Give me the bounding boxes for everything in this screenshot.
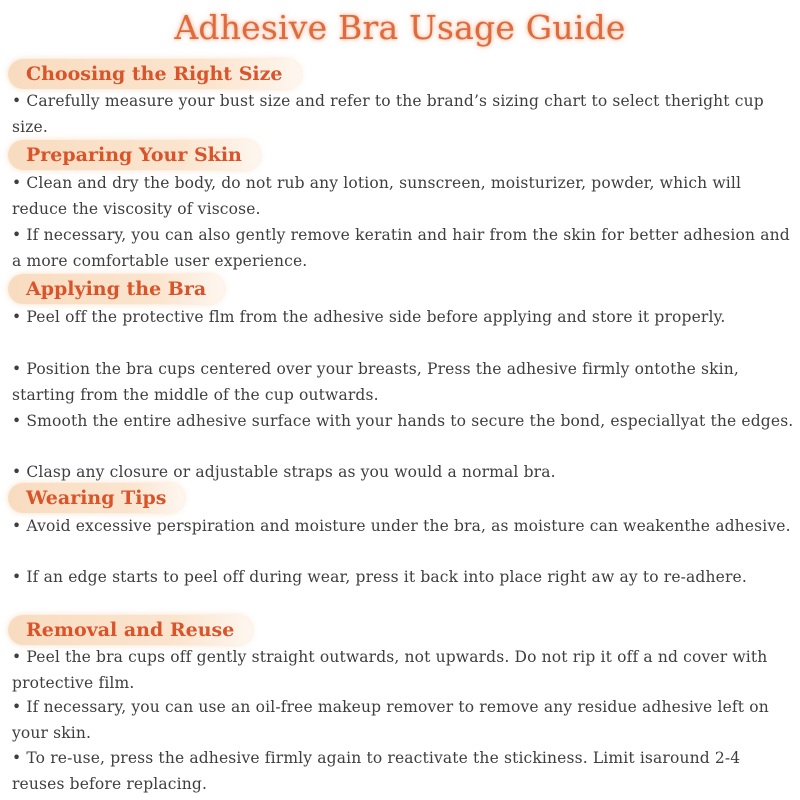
paragraph-wear-edge: • If an edge starts to peel off during wear, press it back into place right aw ay to re-adhere. [12,568,747,586]
paragraph-wear-perspiration: • Avoid excessive perspiration and moisture under the bra, as moisture can weakenthe adhesive. [12,517,791,535]
section-heading-wearing-tips: Wearing Tips [8,483,184,513]
paragraph-removal-remover: • If necessary, you can use an oil-free makeup remover to remove any residue adhesive left on your skin. [12,698,769,742]
page-title: Adhesive Bra Usage Guide [174,8,626,47]
paragraph-apply-position: • Position the bra cups centered over your breasts, Press the adhesive firmly ontothe skin, starting from the middle of the cup outwards. [12,360,739,404]
section-heading-choosing-size: Choosing the Right Size [8,59,301,89]
section-heading-removal-reuse: Removal and Reuse [8,615,252,645]
section-heading-applying-bra: Applying the Bra [8,274,224,304]
paragraph-size-measure: • Carefully measure your bust size and refer to the brand’s sizing chart to select theright cup size. [12,92,764,136]
paragraph-removal-peel: • Peel the bra cups off gently straight outwards, not upwards. Do not rip it off a nd cover with protective film. [12,648,768,692]
paragraph-apply-peel: • Peel off the protective flm from the adhesive side before applying and store it properly. [12,308,726,326]
paragraph-apply-clasp: • Clasp any closure or adjustable straps as you would a normal bra. [12,463,556,481]
paragraph-removal-reuse: • To re-use, press the adhesive firmly again to reactivate the stickiness. Limit isaround 2-4 reuses before replacing. [12,749,741,793]
paragraph-skin-keratin: • If necessary, you can also gently remove keratin and hair from the skin for better adhesion and a more comfortable user experience. [12,226,790,270]
paragraph-apply-smooth: • Smooth the entire adhesive surface with your hands to secure the bond, especiallyat the edges. [12,412,794,430]
section-heading-preparing-skin: Preparing Your Skin [8,140,260,170]
paragraph-skin-clean: • Clean and dry the body, do not rub any lotion, sunscreen, moisturizer, powder, which will reduce the viscosity of viscose. [12,174,742,218]
